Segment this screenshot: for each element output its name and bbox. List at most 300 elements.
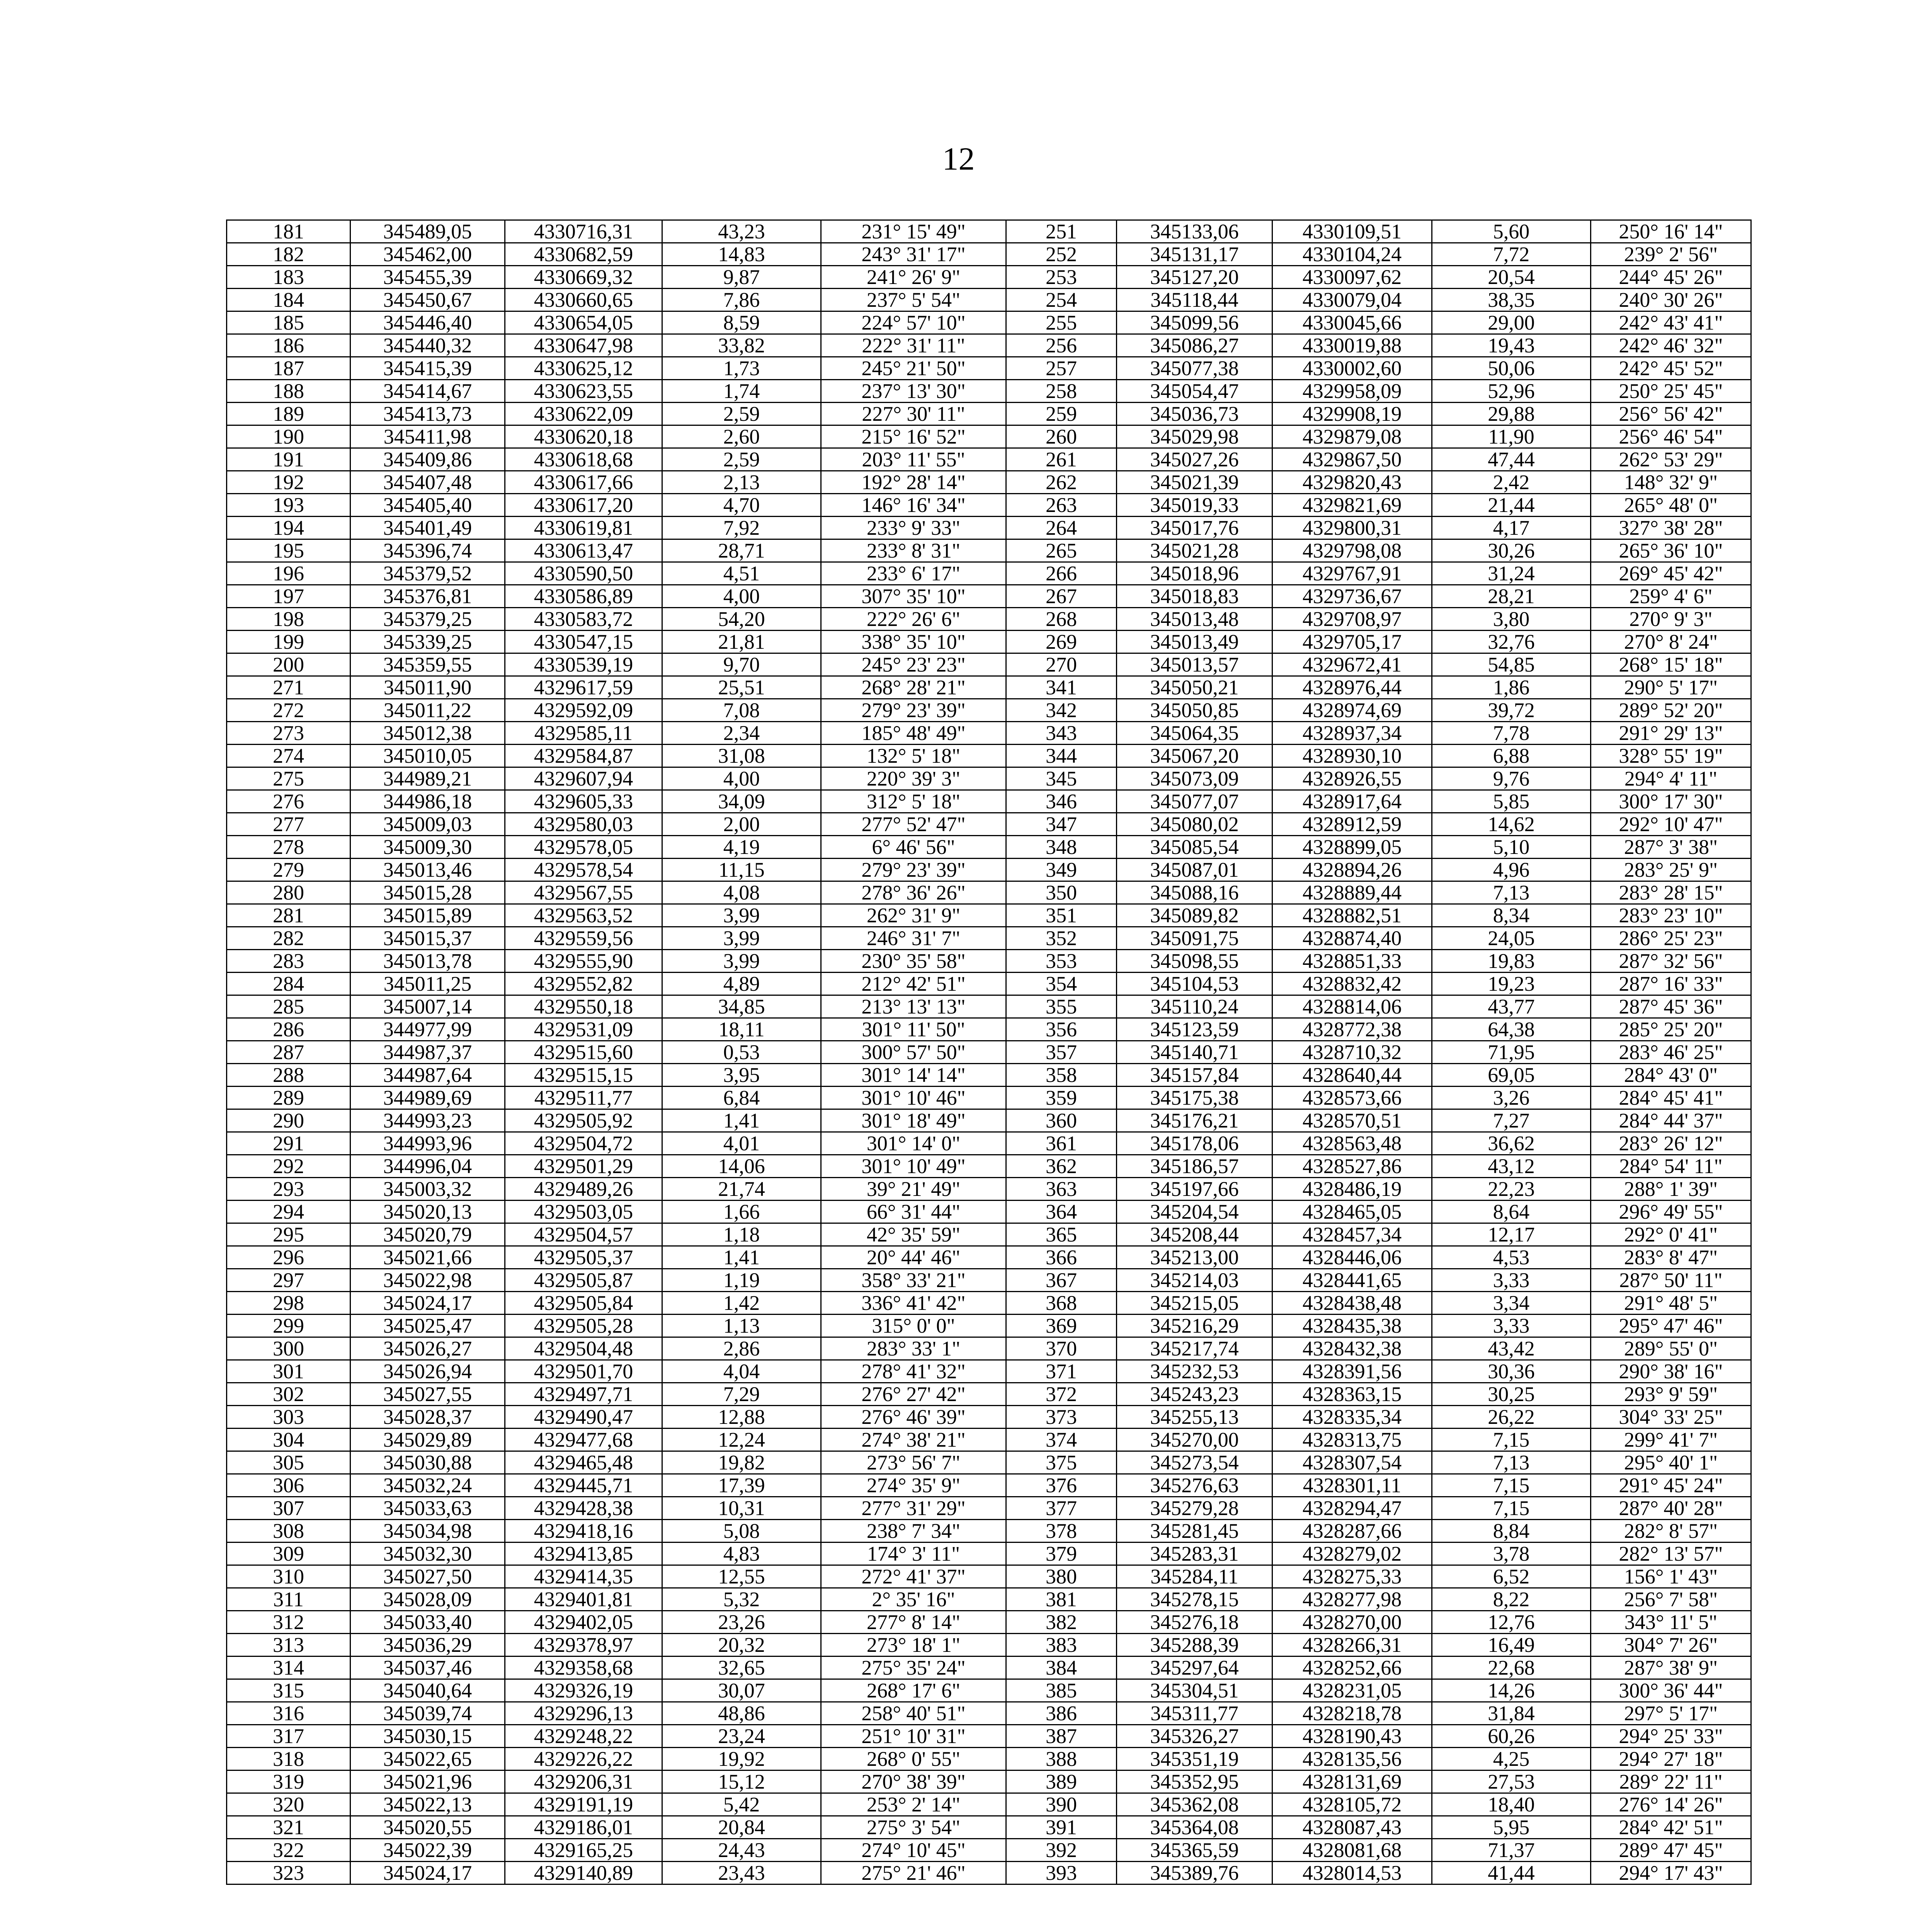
direction-angle-cell: 277° 52' 47" [821,813,1006,836]
distance-cell: 6,84 [662,1087,821,1109]
distance-cell: 34,85 [662,995,821,1018]
distance-2-cell: 5,95 [1432,1816,1591,1839]
direction-angle-2-cell: 285° 25' 20" [1591,1018,1751,1041]
point-number-cell: 288 [227,1064,350,1087]
distance-2-cell: 43,12 [1432,1155,1591,1178]
direction-angle-2-cell: 283° 25' 9" [1591,859,1751,881]
point-number-cell: 292 [227,1155,350,1178]
distance-2-cell: 27,53 [1432,1770,1591,1793]
y-coordinate-2-cell: 4329800,31 [1272,517,1432,539]
x-coordinate-2-cell: 345021,39 [1117,471,1272,494]
distance-cell: 54,20 [662,608,821,631]
direction-angle-cell: 253° 2' 14" [821,1793,1006,1816]
point-number-cell: 287 [227,1041,350,1064]
coordinates-table-body [227,220,1751,1884]
distance-cell: 7,92 [662,517,821,539]
distance-2-cell: 7,13 [1432,1451,1591,1474]
point-number-2-cell: 360 [1006,1109,1117,1132]
y-coordinate-2-cell: 4328190,43 [1272,1725,1432,1748]
direction-angle-2-cell: 294° 27' 18" [1591,1748,1751,1770]
direction-angle-cell: 42° 35' 59" [821,1223,1006,1246]
x-coordinate-cell: 345009,03 [350,813,505,836]
direction-angle-2-cell: 291° 45' 24" [1591,1474,1751,1497]
point-number-2-cell: 265 [1006,539,1117,562]
y-coordinate-cell: 4329504,72 [505,1132,662,1155]
distance-cell: 4,70 [662,494,821,517]
direction-angle-cell: 307° 35' 10" [821,585,1006,608]
y-coordinate-2-cell: 4330097,62 [1272,266,1432,289]
distance-2-cell: 7,15 [1432,1429,1591,1451]
direction-angle-cell: 243° 31' 17" [821,243,1006,266]
direction-angle-cell: 275° 35' 24" [821,1656,1006,1679]
y-coordinate-cell: 4330625,12 [505,357,662,380]
table-row [227,1201,1751,1223]
x-coordinate-cell: 345027,50 [350,1565,505,1588]
point-number-cell: 294 [227,1201,350,1223]
point-number-cell: 299 [227,1315,350,1337]
distance-cell: 1,41 [662,1109,821,1132]
distance-2-cell: 7,72 [1432,243,1591,266]
y-coordinate-cell: 4329607,94 [505,767,662,790]
direction-angle-cell: 39° 21' 49" [821,1178,1006,1201]
point-number-cell: 271 [227,676,350,699]
distance-2-cell: 26,22 [1432,1406,1591,1429]
direction-angle-2-cell: 297° 5' 17" [1591,1702,1751,1725]
direction-angle-cell: 233° 9' 33" [821,517,1006,539]
distance-cell: 21,74 [662,1178,821,1201]
x-coordinate-cell: 345020,79 [350,1223,505,1246]
y-coordinate-cell: 4329206,31 [505,1770,662,1793]
x-coordinate-cell: 345030,15 [350,1725,505,1748]
x-coordinate-cell: 344989,21 [350,767,505,790]
point-number-2-cell: 364 [1006,1201,1117,1223]
point-number-2-cell: 352 [1006,927,1117,950]
table-row [227,1588,1751,1611]
distance-2-cell: 24,05 [1432,927,1591,950]
x-coordinate-cell: 345007,14 [350,995,505,1018]
direction-angle-cell: 278° 36' 26" [821,881,1006,904]
y-coordinate-cell: 4330669,32 [505,266,662,289]
y-coordinate-2-cell: 4328438,48 [1272,1292,1432,1315]
direction-angle-2-cell: 289° 52' 20" [1591,699,1751,722]
table-row [227,403,1751,425]
table-row [227,1793,1751,1816]
x-coordinate-2-cell: 345216,29 [1117,1315,1272,1337]
distance-2-cell: 11,90 [1432,425,1591,448]
direction-angle-cell: 268° 0' 55" [821,1748,1006,1770]
y-coordinate-2-cell: 4328307,54 [1272,1451,1432,1474]
point-number-2-cell: 378 [1006,1520,1117,1543]
x-coordinate-cell: 345339,25 [350,631,505,653]
y-coordinate-cell: 4329531,09 [505,1018,662,1041]
distance-cell: 21,81 [662,631,821,653]
x-coordinate-2-cell: 345127,20 [1117,266,1272,289]
point-number-2-cell: 347 [1006,813,1117,836]
y-coordinate-cell: 4329550,18 [505,995,662,1018]
table-row [227,745,1751,767]
direction-angle-2-cell: 289° 22' 11" [1591,1770,1751,1793]
x-coordinate-cell: 345415,39 [350,357,505,380]
direction-angle-cell: 132° 5' 18" [821,745,1006,767]
y-coordinate-cell: 4329505,84 [505,1292,662,1315]
distance-cell: 5,42 [662,1793,821,1816]
x-coordinate-2-cell: 345352,95 [1117,1770,1272,1793]
y-coordinate-2-cell: 4329705,17 [1272,631,1432,653]
point-number-cell: 277 [227,813,350,836]
y-coordinate-cell: 4330623,55 [505,380,662,403]
direction-angle-cell: 233° 8' 31" [821,539,1006,562]
point-number-cell: 189 [227,403,350,425]
distance-cell: 3,99 [662,927,821,950]
direction-angle-2-cell: 287° 16' 33" [1591,973,1751,995]
point-number-2-cell: 251 [1006,220,1117,243]
x-coordinate-2-cell: 345087,01 [1117,859,1272,881]
x-coordinate-2-cell: 345054,47 [1117,380,1272,403]
x-coordinate-2-cell: 345013,48 [1117,608,1272,631]
distance-2-cell: 5,60 [1432,220,1591,243]
direction-angle-2-cell: 256° 7' 58" [1591,1588,1751,1611]
x-coordinate-cell: 345455,39 [350,266,505,289]
distance-2-cell: 4,25 [1432,1748,1591,1770]
point-number-2-cell: 361 [1006,1132,1117,1155]
y-coordinate-cell: 4330660,65 [505,289,662,311]
x-coordinate-2-cell: 345077,38 [1117,357,1272,380]
point-number-cell: 285 [227,995,350,1018]
direction-angle-cell: 279° 23' 39" [821,859,1006,881]
x-coordinate-2-cell: 345089,82 [1117,904,1272,927]
table-row [227,1611,1751,1634]
direction-angle-cell: 275° 21' 46" [821,1862,1006,1884]
y-coordinate-cell: 4329445,71 [505,1474,662,1497]
point-number-2-cell: 342 [1006,699,1117,722]
point-number-cell: 296 [227,1246,350,1269]
direction-angle-2-cell: 290° 5' 17" [1591,676,1751,699]
direction-angle-cell: 268° 17' 6" [821,1679,1006,1702]
y-coordinate-cell: 4329505,92 [505,1109,662,1132]
x-coordinate-2-cell: 345018,83 [1117,585,1272,608]
point-number-2-cell: 254 [1006,289,1117,311]
point-number-cell: 310 [227,1565,350,1588]
y-coordinate-2-cell: 4328976,44 [1272,676,1432,699]
point-number-2-cell: 354 [1006,973,1117,995]
table-row [227,220,1751,243]
direction-angle-2-cell: 299° 41' 7" [1591,1429,1751,1451]
distance-2-cell: 12,76 [1432,1611,1591,1634]
x-coordinate-cell: 345013,78 [350,950,505,973]
distance-2-cell: 7,78 [1432,722,1591,745]
x-coordinate-cell: 345489,05 [350,220,505,243]
x-coordinate-cell: 345033,40 [350,1611,505,1634]
x-coordinate-cell: 344993,23 [350,1109,505,1132]
table-row [227,1337,1751,1360]
y-coordinate-2-cell: 4328135,56 [1272,1748,1432,1770]
y-coordinate-cell: 4329552,82 [505,973,662,995]
x-coordinate-cell: 344996,04 [350,1155,505,1178]
distance-2-cell: 50,06 [1432,357,1591,380]
direction-angle-2-cell: 265° 36' 10" [1591,539,1751,562]
point-number-cell: 289 [227,1087,350,1109]
distance-2-cell: 29,00 [1432,311,1591,334]
direction-angle-cell: 212° 42' 51" [821,973,1006,995]
table-row [227,494,1751,517]
distance-cell: 5,32 [662,1588,821,1611]
direction-angle-cell: 274° 10' 45" [821,1839,1006,1862]
direction-angle-cell: 220° 39' 3" [821,767,1006,790]
x-coordinate-cell: 345034,98 [350,1520,505,1543]
point-number-cell: 274 [227,745,350,767]
direction-angle-cell: 279° 23' 39" [821,699,1006,722]
y-coordinate-cell: 4330647,98 [505,334,662,357]
y-coordinate-2-cell: 4328486,19 [1272,1178,1432,1201]
y-coordinate-2-cell: 4328974,69 [1272,699,1432,722]
table-row [227,1474,1751,1497]
distance-cell: 19,82 [662,1451,821,1474]
distance-cell: 17,39 [662,1474,821,1497]
direction-angle-cell: 258° 40' 51" [821,1702,1006,1725]
point-number-2-cell: 353 [1006,950,1117,973]
point-number-2-cell: 345 [1006,767,1117,790]
distance-cell: 7,86 [662,289,821,311]
direction-angle-2-cell: 242° 46' 32" [1591,334,1751,357]
x-coordinate-cell: 345012,38 [350,722,505,745]
y-coordinate-2-cell: 4328335,34 [1272,1406,1432,1429]
point-number-cell: 314 [227,1656,350,1679]
direction-angle-cell: 174° 3' 11" [821,1543,1006,1565]
x-coordinate-2-cell: 345029,98 [1117,425,1272,448]
distance-2-cell: 30,26 [1432,539,1591,562]
y-coordinate-cell: 4329563,52 [505,904,662,927]
point-number-cell: 315 [227,1679,350,1702]
x-coordinate-2-cell: 345284,11 [1117,1565,1272,1588]
x-coordinate-cell: 345462,00 [350,243,505,266]
direction-angle-cell: 270° 38' 39" [821,1770,1006,1793]
direction-angle-2-cell: 242° 43' 41" [1591,311,1751,334]
distance-cell: 1,73 [662,357,821,380]
distance-cell: 23,24 [662,1725,821,1748]
table-row [227,1246,1751,1269]
distance-cell: 11,15 [662,859,821,881]
direction-angle-2-cell: 289° 55' 0" [1591,1337,1751,1360]
point-number-cell: 191 [227,448,350,471]
direction-angle-cell: 230° 35' 58" [821,950,1006,973]
x-coordinate-2-cell: 345036,73 [1117,403,1272,425]
point-number-cell: 282 [227,927,350,950]
x-coordinate-2-cell: 345389,76 [1117,1862,1272,1884]
point-number-cell: 281 [227,904,350,927]
y-coordinate-2-cell: 4329958,09 [1272,380,1432,403]
point-number-cell: 190 [227,425,350,448]
distance-cell: 3,99 [662,950,821,973]
x-coordinate-cell: 345039,74 [350,1702,505,1725]
y-coordinate-cell: 4329505,28 [505,1315,662,1337]
table-row [227,881,1751,904]
direction-angle-cell: 301° 11' 50" [821,1018,1006,1041]
y-coordinate-cell: 4329503,05 [505,1201,662,1223]
point-number-cell: 196 [227,562,350,585]
table-row [227,471,1751,494]
point-number-2-cell: 391 [1006,1816,1117,1839]
table-row [227,1269,1751,1292]
direction-angle-cell: 278° 41' 32" [821,1360,1006,1383]
direction-angle-2-cell: 282° 8' 57" [1591,1520,1751,1543]
x-coordinate-2-cell: 345091,75 [1117,927,1272,950]
point-number-2-cell: 393 [1006,1862,1117,1884]
table-row [227,1360,1751,1383]
point-number-cell: 317 [227,1725,350,1748]
y-coordinate-cell: 4329515,15 [505,1064,662,1087]
point-number-2-cell: 381 [1006,1588,1117,1611]
y-coordinate-2-cell: 4328391,56 [1272,1360,1432,1383]
point-number-2-cell: 372 [1006,1383,1117,1406]
direction-angle-cell: 312° 5' 18" [821,790,1006,813]
y-coordinate-cell: 4330613,47 [505,539,662,562]
y-coordinate-2-cell: 4328926,55 [1272,767,1432,790]
y-coordinate-cell: 4329515,60 [505,1041,662,1064]
table-row [227,1656,1751,1679]
direction-angle-cell: 237° 13' 30" [821,380,1006,403]
distance-2-cell: 2,42 [1432,471,1591,494]
y-coordinate-2-cell: 4328710,32 [1272,1041,1432,1064]
distance-2-cell: 43,42 [1432,1337,1591,1360]
point-number-cell: 283 [227,950,350,973]
point-number-cell: 291 [227,1132,350,1155]
x-coordinate-cell: 345379,25 [350,608,505,631]
x-coordinate-2-cell: 345027,26 [1117,448,1272,471]
x-coordinate-cell: 345020,13 [350,1201,505,1223]
direction-angle-2-cell: 265° 48' 0" [1591,494,1751,517]
x-coordinate-2-cell: 345085,54 [1117,836,1272,859]
x-coordinate-2-cell: 345208,44 [1117,1223,1272,1246]
y-coordinate-2-cell: 4328937,34 [1272,722,1432,745]
distance-cell: 3,95 [662,1064,821,1087]
x-coordinate-cell: 345379,52 [350,562,505,585]
table-row [227,1497,1751,1520]
y-coordinate-cell: 4329477,68 [505,1429,662,1451]
distance-2-cell: 28,21 [1432,585,1591,608]
table-row [227,813,1751,836]
y-coordinate-cell: 4329248,22 [505,1725,662,1748]
y-coordinate-2-cell: 4329821,69 [1272,494,1432,517]
table-row [227,767,1751,790]
distance-cell: 2,00 [662,813,821,836]
table-row [227,950,1751,973]
table-row [227,1565,1751,1588]
direction-angle-2-cell: 256° 46' 54" [1591,425,1751,448]
y-coordinate-cell: 4329414,35 [505,1565,662,1588]
y-coordinate-2-cell: 4328465,05 [1272,1201,1432,1223]
y-coordinate-2-cell: 4328441,65 [1272,1269,1432,1292]
x-coordinate-cell: 345022,13 [350,1793,505,1816]
distance-cell: 12,88 [662,1406,821,1429]
x-coordinate-cell: 345015,37 [350,927,505,950]
point-number-cell: 316 [227,1702,350,1725]
direction-angle-cell: 238° 7' 34" [821,1520,1006,1543]
distance-cell: 7,29 [662,1383,821,1406]
table-row [227,1087,1751,1109]
y-coordinate-cell: 4329413,85 [505,1543,662,1565]
table-row [227,1679,1751,1702]
x-coordinate-2-cell: 345351,19 [1117,1748,1272,1770]
y-coordinate-2-cell: 4328014,53 [1272,1862,1432,1884]
direction-angle-2-cell: 289° 47' 45" [1591,1839,1751,1862]
distance-2-cell: 4,53 [1432,1246,1591,1269]
point-number-cell: 302 [227,1383,350,1406]
x-coordinate-2-cell: 345311,77 [1117,1702,1272,1725]
direction-angle-cell: 273° 56' 7" [821,1451,1006,1474]
point-number-cell: 198 [227,608,350,631]
distance-2-cell: 3,33 [1432,1269,1591,1292]
x-coordinate-2-cell: 345021,28 [1117,539,1272,562]
x-coordinate-2-cell: 345131,17 [1117,243,1272,266]
distance-cell: 8,59 [662,311,821,334]
y-coordinate-cell: 4329585,11 [505,722,662,745]
point-number-cell: 272 [227,699,350,722]
y-coordinate-2-cell: 4328252,66 [1272,1656,1432,1679]
distance-2-cell: 3,78 [1432,1543,1591,1565]
point-number-2-cell: 346 [1006,790,1117,813]
point-number-cell: 311 [227,1588,350,1611]
distance-2-cell: 7,13 [1432,881,1591,904]
x-coordinate-cell: 345011,22 [350,699,505,722]
x-coordinate-2-cell: 345326,27 [1117,1725,1272,1748]
direction-angle-cell: 315° 0' 0" [821,1315,1006,1337]
x-coordinate-2-cell: 345073,09 [1117,767,1272,790]
point-number-2-cell: 388 [1006,1748,1117,1770]
x-coordinate-cell: 345021,66 [350,1246,505,1269]
point-number-cell: 308 [227,1520,350,1543]
direction-angle-cell: 245° 23' 23" [821,653,1006,676]
y-coordinate-2-cell: 4329908,19 [1272,403,1432,425]
distance-cell: 4,89 [662,973,821,995]
x-coordinate-2-cell: 345204,54 [1117,1201,1272,1223]
x-coordinate-2-cell: 345215,05 [1117,1292,1272,1315]
direction-angle-cell: 301° 10' 49" [821,1155,1006,1178]
table-row [227,1770,1751,1793]
y-coordinate-cell: 4329501,29 [505,1155,662,1178]
point-number-2-cell: 366 [1006,1246,1117,1269]
direction-angle-2-cell: 328° 55' 19" [1591,745,1751,767]
y-coordinate-cell: 4329504,48 [505,1337,662,1360]
direction-angle-2-cell: 284° 54' 11" [1591,1155,1751,1178]
direction-angle-2-cell: 295° 47' 46" [1591,1315,1751,1337]
y-coordinate-cell: 4329490,47 [505,1406,662,1429]
y-coordinate-2-cell: 4328218,78 [1272,1702,1432,1725]
x-coordinate-2-cell: 345278,15 [1117,1588,1272,1611]
point-number-2-cell: 341 [1006,676,1117,699]
y-coordinate-2-cell: 4328832,42 [1272,973,1432,995]
point-number-2-cell: 350 [1006,881,1117,904]
point-number-2-cell: 343 [1006,722,1117,745]
x-coordinate-2-cell: 345064,35 [1117,722,1272,745]
direction-angle-2-cell: 292° 10' 47" [1591,813,1751,836]
direction-angle-2-cell: 287° 38' 9" [1591,1656,1751,1679]
y-coordinate-2-cell: 4328275,33 [1272,1565,1432,1588]
x-coordinate-cell: 345025,47 [350,1315,505,1337]
x-coordinate-cell: 344993,96 [350,1132,505,1155]
table-row [227,1292,1751,1315]
y-coordinate-2-cell: 4328313,75 [1272,1429,1432,1451]
distance-cell: 2,59 [662,448,821,471]
x-coordinate-cell: 345030,88 [350,1451,505,1474]
x-coordinate-2-cell: 345297,64 [1117,1656,1272,1679]
point-number-2-cell: 262 [1006,471,1117,494]
y-coordinate-2-cell: 4328563,48 [1272,1132,1432,1155]
y-coordinate-cell: 4329505,37 [505,1246,662,1269]
direction-angle-2-cell: 287° 40' 28" [1591,1497,1751,1520]
x-coordinate-2-cell: 345273,54 [1117,1451,1272,1474]
point-number-2-cell: 256 [1006,334,1117,357]
y-coordinate-cell: 4330682,59 [505,243,662,266]
